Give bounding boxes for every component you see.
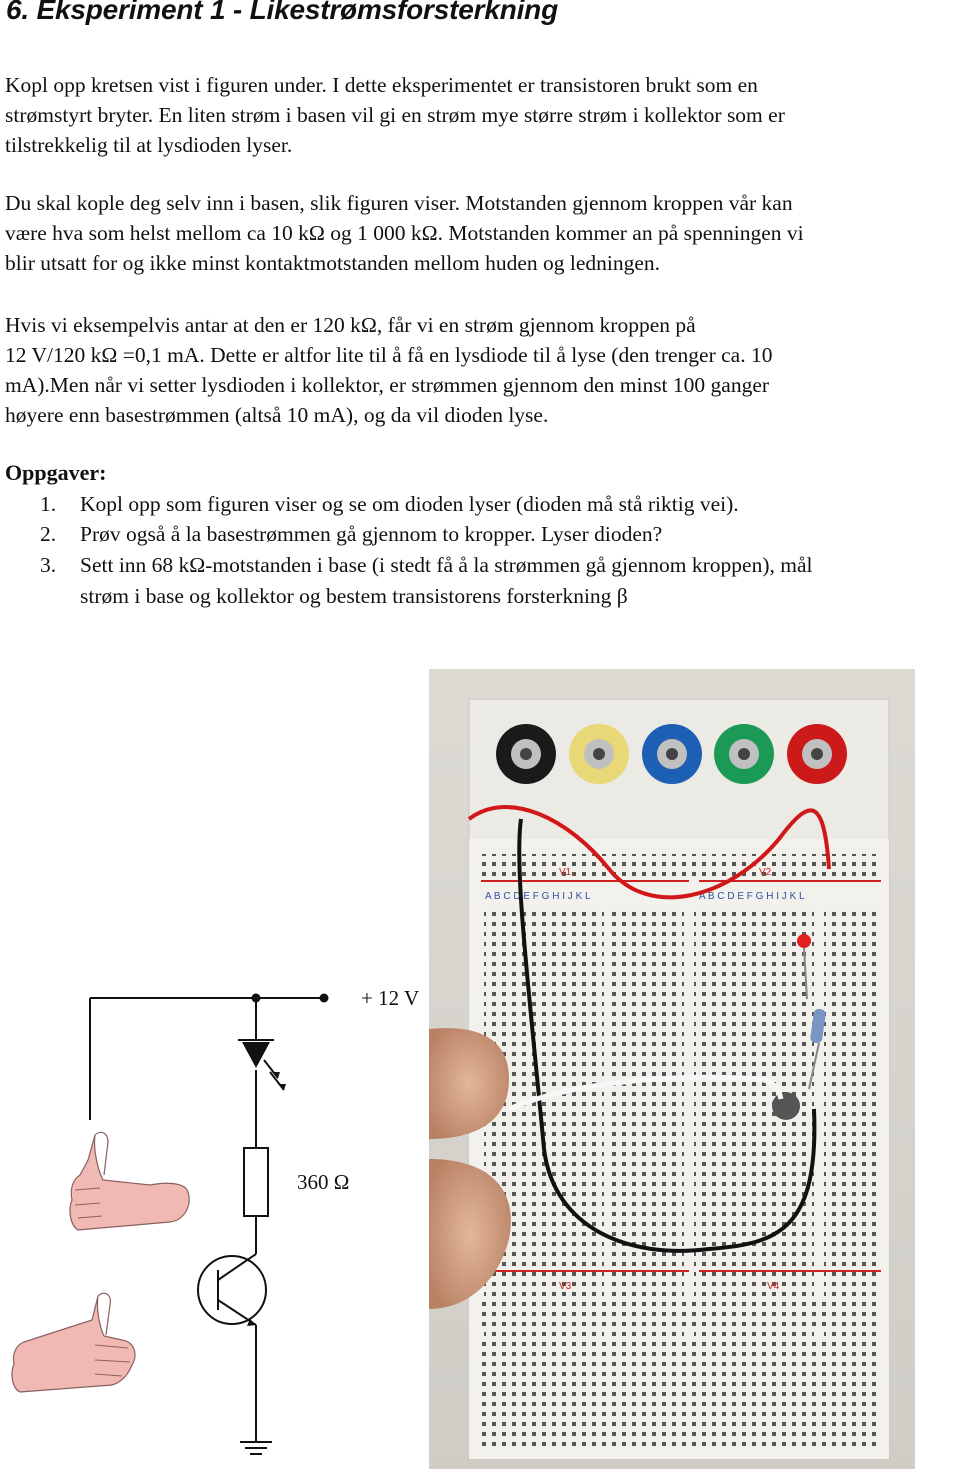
task-text: strøm i base og kollektor og bestem transistorens forsterkning β (80, 584, 628, 608)
transistor (772, 1092, 800, 1120)
supply-voltage-label: + 12 V (361, 986, 420, 1010)
column-letters-left: A B C D E F G H I J K L (485, 891, 591, 902)
tasks-heading: Oppgaver: (5, 460, 107, 485)
led (797, 934, 811, 948)
task-number: 2. (40, 522, 57, 546)
text-line: 12 V/120 kΩ =0,1 mA. Dette er altfor lite til å få en lysdiode til å lyse (den trenger ca. 10 (5, 343, 773, 367)
task-number: 3. (40, 553, 57, 577)
thumbs-up-icon (70, 1132, 189, 1230)
terminal-dot (320, 994, 329, 1003)
rail-label: V4 (767, 1281, 780, 1292)
banana-jack-black (496, 724, 556, 784)
banana-jack-red (787, 724, 847, 784)
rail-label: V2 (759, 867, 772, 878)
task-number: 1. (40, 492, 57, 516)
text-line: tilstrekkelig til at lysdioden lyser. (5, 133, 293, 157)
breadboard-photo (429, 669, 915, 1469)
text-line: være hva som helst mellom ca 10 kΩ og 1 000 kΩ. Motstanden kommer an på spenningen vi (5, 221, 804, 245)
task-text: Kopl opp som figuren viser og se om dioden lyser (dioden må stå riktig vei). (80, 492, 739, 516)
rail-label: V3 (559, 1281, 572, 1292)
banana-jack-yellow (569, 724, 629, 784)
junction-dot (252, 994, 261, 1003)
paragraph-intro (5, 70, 955, 160)
text-line: strømstyrt bryter. En liten strøm i basen vil gi en strøm mye større strøm i kollektor som er (5, 103, 785, 127)
column-letters-right: A B C D E F G H I J K L (699, 891, 805, 902)
paragraph-body (5, 188, 955, 278)
text-line: blir utsatt for og ikke minst kontaktmotstanden mellom huden og ledningen. (5, 251, 661, 275)
section-heading: 6. Eksperiment 1 - Likestrømsforsterkning (6, 0, 558, 25)
text-line: høyere enn basestrømmen (altså 10 mA), og da vil dioden lyse. (5, 403, 549, 427)
resistor-value-label: 360 Ω (297, 1170, 350, 1194)
text-line: mA).Men når vi setter lysdioden i kollektor, er strømmen gjennom den minst 100 ganger (5, 373, 770, 397)
task-text: Prøv også å la basestrømmen gå gjennom to kropper. Lyser dioden? (80, 522, 663, 546)
thumbs-up-icon (12, 1293, 135, 1392)
circuit-schematic (0, 960, 440, 1469)
text-line: Kopl opp kretsen vist i figuren under. I dette eksperimentet er transistoren brukt som en (5, 73, 758, 97)
text-line: Du skal kople deg selv inn i basen, slik figuren viser. Motstanden gjennom kroppen vår kan (5, 191, 793, 215)
banana-jack-green (714, 724, 774, 784)
led-symbol (242, 1042, 270, 1068)
rail-label: V1 (559, 867, 572, 878)
banana-jack-blue (642, 724, 702, 784)
paragraph-example (5, 310, 955, 430)
task-text: Sett inn 68 kΩ-motstanden i base (i stedt få å la strømmen gå gjennom kroppen), mål (80, 553, 813, 577)
text-line: Hvis vi eksempelvis antar at den er 120 kΩ, får vi en strøm gjennom kroppen på (5, 313, 696, 337)
